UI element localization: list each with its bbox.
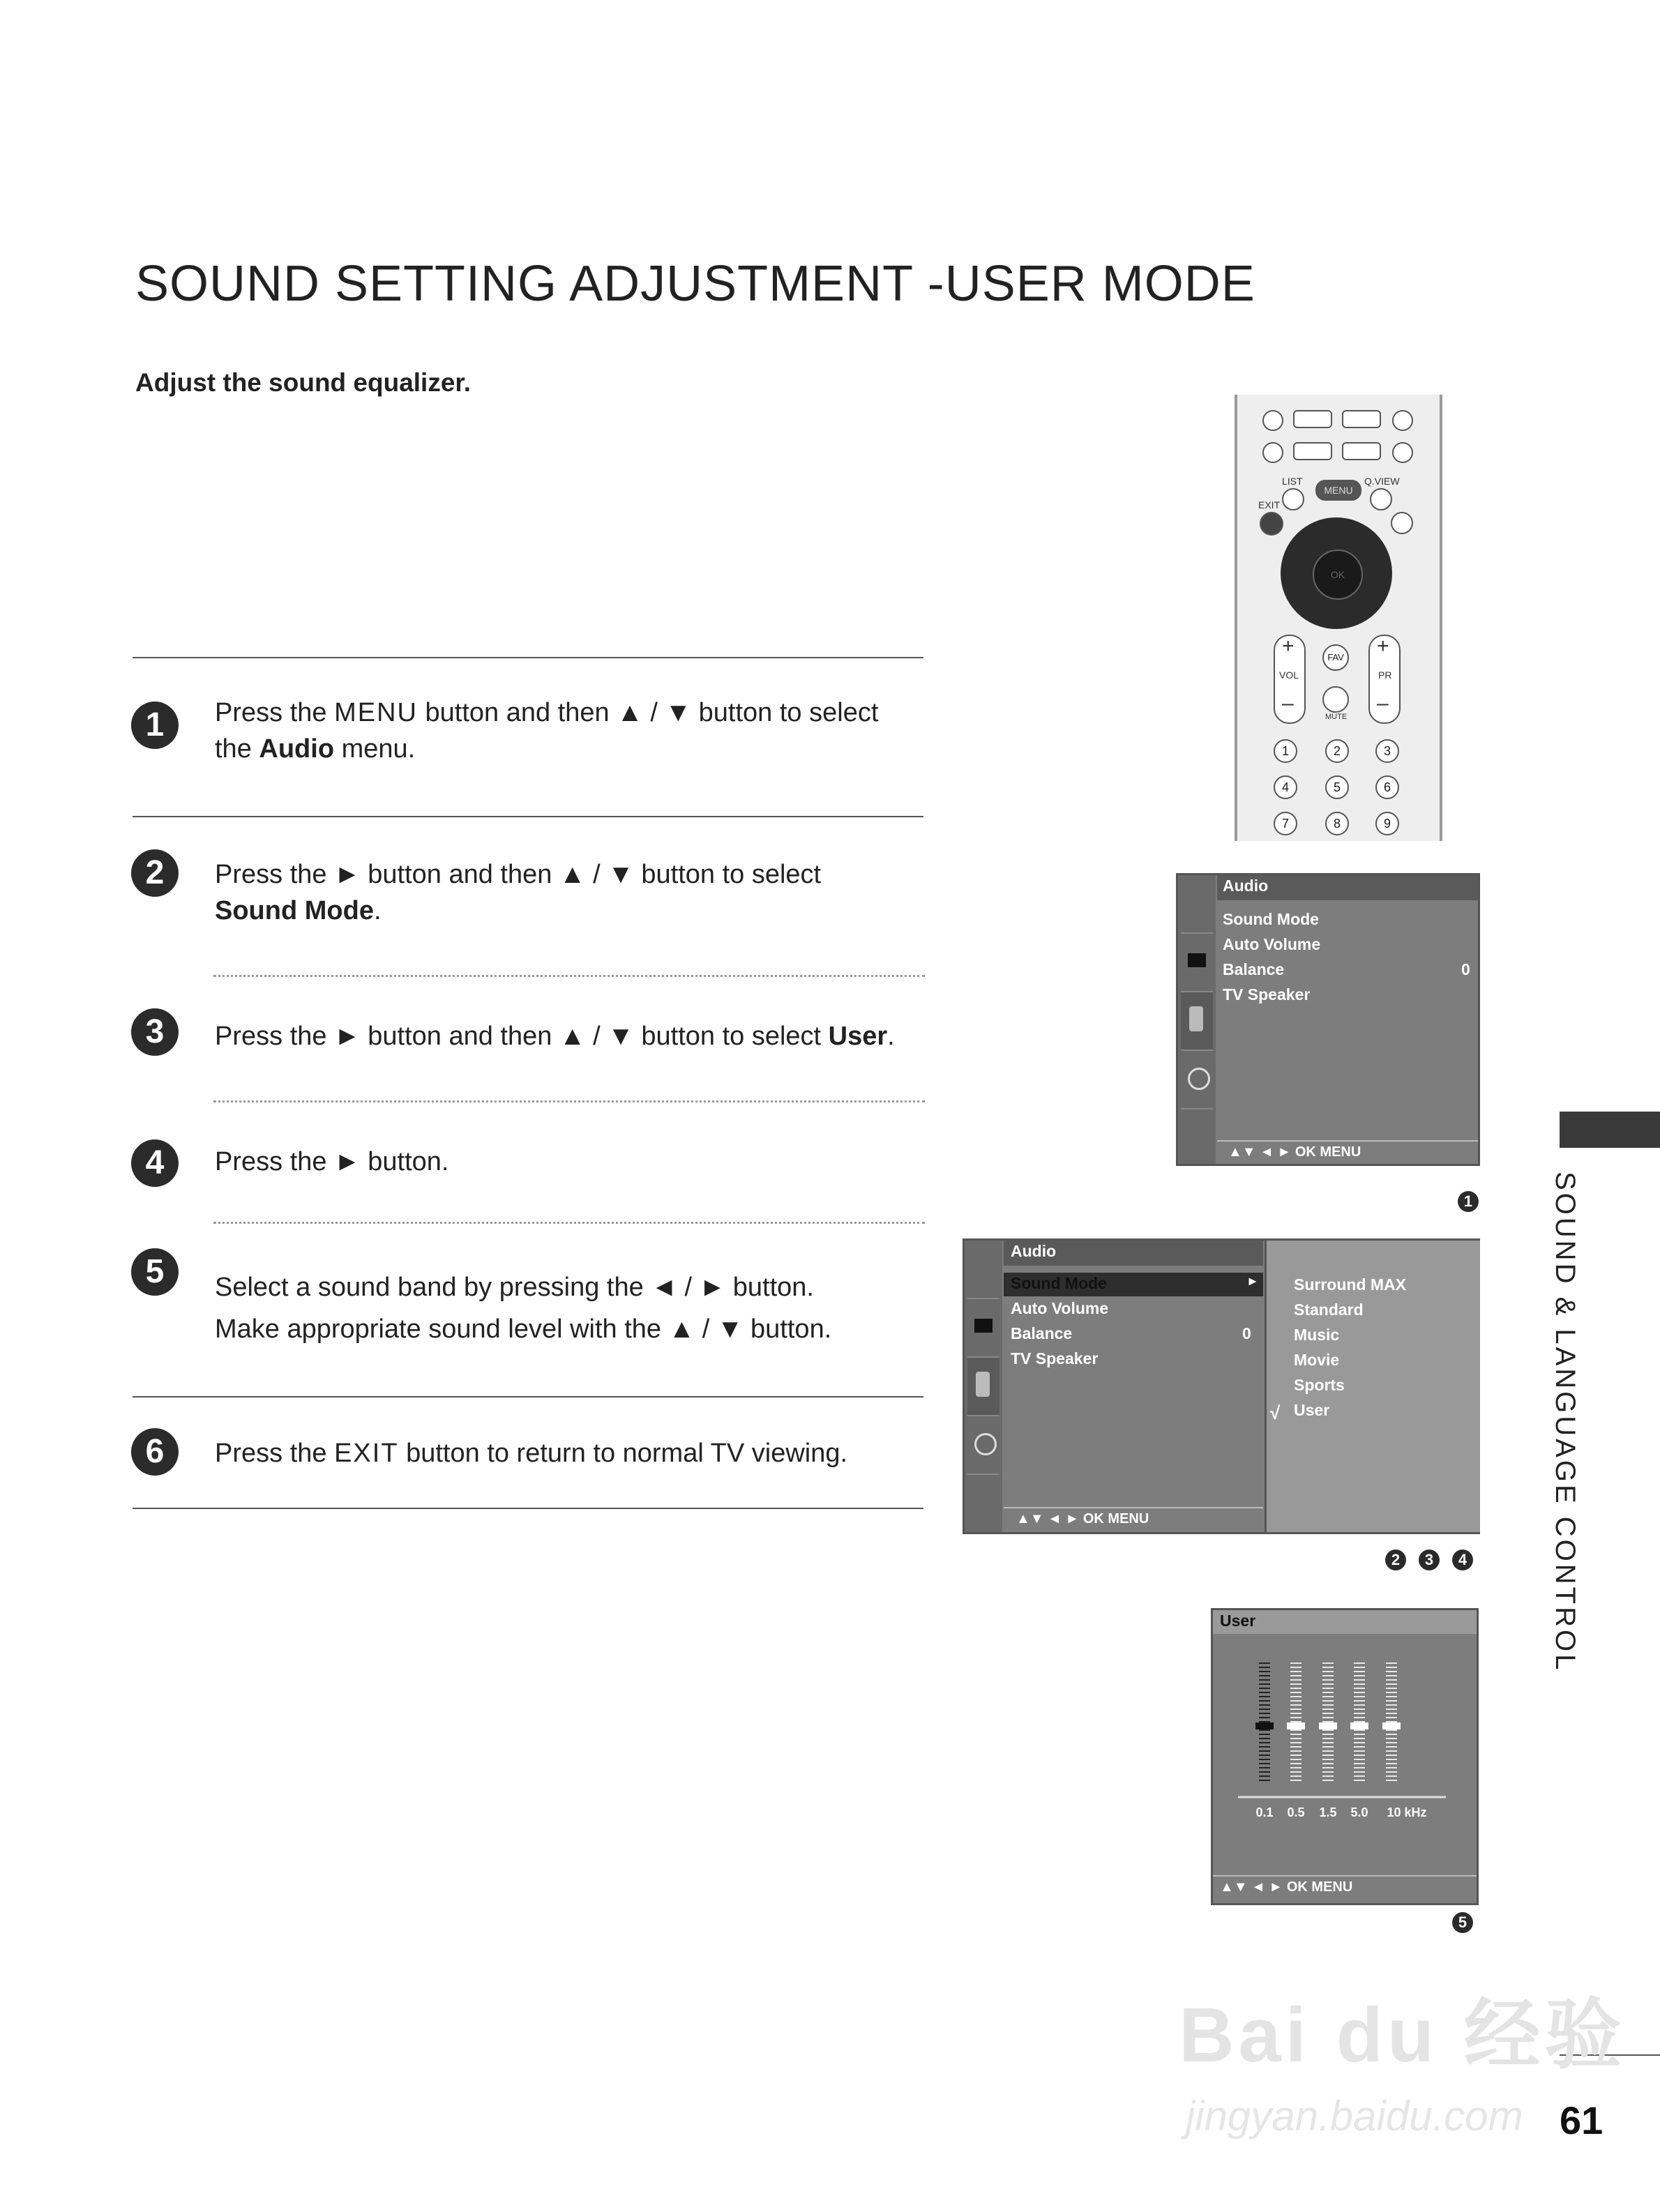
figure-label: 5 — [1452, 1912, 1473, 1933]
osd-footer-hint: ▲▼ ◄ ► OK MENU — [1220, 1879, 1353, 1895]
option-music[interactable]: Music — [1294, 1326, 1340, 1344]
play-button[interactable] — [1293, 410, 1332, 428]
remote-control — [1235, 395, 1442, 841]
digit-3-button[interactable]: 3 — [1375, 739, 1399, 763]
stop-button[interactable] — [1262, 410, 1283, 431]
mute-label: MUTE — [1325, 713, 1348, 721]
setup-icon — [967, 1241, 999, 1299]
digit-7-button[interactable]: 7 — [1274, 812, 1297, 835]
submenu-arrow-icon: ► — [1246, 1274, 1259, 1288]
fav-button[interactable]: FAV — [1322, 644, 1349, 671]
band-label: 1.5 — [1319, 1805, 1337, 1819]
digit-5-button[interactable]: 5 — [1325, 775, 1349, 799]
band-label: 0.1 — [1255, 1805, 1274, 1819]
setup-icon — [1181, 875, 1213, 934]
footer-divider — [1004, 1507, 1263, 1508]
divider — [213, 975, 925, 977]
digit-4-button[interactable]: 4 — [1274, 775, 1297, 799]
exit-label: EXIT — [1258, 499, 1281, 510]
audio-menu-osd — [1176, 873, 1480, 1166]
menu-item-auto-volume[interactable]: Auto Volume — [1223, 935, 1321, 953]
digit-8-button[interactable]: 8 — [1325, 812, 1349, 835]
step-3-text: Press the ► button and then ▲ / ▼ button to select User. — [215, 1022, 895, 1051]
list-button[interactable] — [1282, 488, 1304, 510]
digit-1-button[interactable]: 1 — [1274, 739, 1297, 763]
footer-divider — [1213, 1875, 1477, 1877]
menu-item-tv-speaker[interactable]: TV Speaker — [1223, 985, 1311, 1003]
figure-label: 1 — [1458, 1191, 1479, 1212]
equalizer-sliders[interactable] — [1213, 1634, 1477, 1850]
option-user[interactable]: User — [1294, 1401, 1330, 1419]
option-icon — [1181, 1109, 1213, 1167]
speaker-icon — [967, 1358, 999, 1416]
menu-item-balance[interactable]: Balance — [1223, 960, 1285, 978]
pr-label: PR — [1378, 669, 1392, 681]
pause-button[interactable] — [1342, 410, 1381, 428]
menu-item-sound-mode[interactable]: Sound Mode — [1223, 910, 1319, 928]
step-number: 4 — [131, 1139, 179, 1187]
watermark: Bai du 经验 — [1179, 1992, 1626, 2078]
list-label: LIST — [1282, 476, 1303, 487]
check-icon: √ — [1270, 1402, 1281, 1423]
skip-back-button[interactable] — [1262, 442, 1283, 463]
watermark-url: jingyan.baidu.com — [1186, 2093, 1523, 2139]
page-subtitle: Adjust the sound equalizer. — [135, 368, 471, 397]
balance-value: 0 — [1461, 960, 1470, 978]
exit-button[interactable] — [1260, 512, 1283, 536]
slider-knob[interactable] — [1382, 1722, 1401, 1729]
step-number: 6 — [131, 1428, 179, 1476]
time-icon — [967, 1416, 999, 1475]
option-movie[interactable]: Movie — [1294, 1351, 1340, 1369]
digit-2-button[interactable]: 2 — [1325, 739, 1349, 763]
osd-title: Audio — [1223, 877, 1269, 895]
osd-footer-hint: ▲▼ ◄ ► OK MENU — [1228, 1144, 1361, 1160]
star-button[interactable] — [1391, 512, 1413, 534]
volume-minus-icon: – — [1282, 692, 1294, 715]
record-button[interactable] — [1392, 410, 1413, 431]
page-number: 61 — [1560, 2098, 1604, 2142]
band-label: 5.0 — [1350, 1805, 1368, 1819]
menu-item-balance[interactable]: Balance — [1011, 1324, 1073, 1342]
ok-button[interactable]: OK — [1313, 550, 1363, 600]
menu-item-sound-mode[interactable]: Sound Mode — [1011, 1274, 1107, 1292]
page-title: SOUND SETTING ADJUSTMENT -USER MODE — [135, 256, 1255, 312]
figure-label: 4 — [1452, 1550, 1473, 1570]
osd-footer-hint: ▲▼ ◄ ► OK MENU — [1016, 1511, 1149, 1527]
slider-knob[interactable] — [1319, 1722, 1337, 1729]
slider-knob[interactable] — [1287, 1722, 1305, 1729]
step-1-text: Press the MENU button and then ▲ / ▼ button to select the Audio menu. — [215, 698, 879, 764]
divider — [213, 1100, 925, 1103]
step-6-text: Press the EXIT button to return to normal TV viewing. — [215, 1439, 848, 1468]
digit-6-button[interactable]: 6 — [1375, 775, 1399, 799]
balance-value: 0 — [1242, 1324, 1251, 1342]
step-2-text: Press the ► button and then ▲ / ▼ button to select Sound Mode. — [215, 860, 822, 925]
slider-knob[interactable] — [1255, 1722, 1274, 1729]
picture-icon — [967, 1299, 999, 1358]
picture-icon — [1181, 934, 1213, 992]
section-tab-label: SOUND & LANGUAGE CONTROL — [1550, 1172, 1580, 1673]
program-minus-icon: – — [1377, 692, 1389, 715]
user-equalizer-osd — [1211, 1608, 1479, 1905]
divider — [133, 816, 923, 817]
step-4-text: Press the ► button. — [215, 1147, 449, 1176]
option-sports[interactable]: Sports — [1294, 1376, 1345, 1394]
option-surround-max[interactable]: Surround MAX — [1294, 1275, 1406, 1294]
option-icon — [967, 1475, 999, 1532]
band-label: 10 kHz — [1387, 1805, 1427, 1819]
mute-button[interactable] — [1322, 686, 1349, 713]
sound-mode-osd — [963, 1238, 1480, 1534]
qview-button[interactable] — [1370, 488, 1392, 510]
menu-item-auto-volume[interactable]: Auto Volume — [1011, 1299, 1109, 1317]
menu-button[interactable]: MENU — [1315, 480, 1361, 501]
program-plus-icon: + — [1377, 635, 1389, 658]
fast-forward-button[interactable] — [1342, 442, 1381, 460]
osd-title: User — [1220, 1612, 1256, 1630]
step-number: 3 — [131, 1008, 179, 1056]
osd-title: Audio — [1011, 1242, 1057, 1260]
step-5-text: Select a sound band by pressing the ◄ / ► button. Make appropriate sound level with the ▲ / ▼ button. — [215, 1273, 832, 1344]
option-standard[interactable]: Standard — [1294, 1301, 1364, 1319]
volume-plus-icon: + — [1282, 635, 1295, 658]
qview-label: Q.VIEW — [1364, 476, 1400, 487]
divider — [133, 1508, 923, 1509]
menu-item-tv-speaker[interactable]: TV Speaker — [1011, 1349, 1099, 1368]
step-number: 1 — [131, 702, 179, 749]
figure-label: 2 — [1385, 1550, 1406, 1570]
divider — [133, 1396, 923, 1397]
step-number: 2 — [131, 849, 179, 897]
time-icon — [1181, 1051, 1213, 1109]
figure-label: 3 — [1419, 1550, 1440, 1570]
divider — [213, 1222, 925, 1224]
skip-forward-button[interactable] — [1392, 442, 1413, 463]
section-tab-label-wrapper — [1543, 1172, 1585, 1673]
band-label: 0.5 — [1287, 1805, 1305, 1819]
menu-icon-column — [1178, 875, 1216, 1164]
rewind-button[interactable] — [1293, 442, 1332, 460]
footer-divider — [1217, 1140, 1478, 1142]
digit-9-button[interactable]: 9 — [1375, 812, 1399, 835]
step-number: 5 — [131, 1248, 179, 1296]
section-tab — [1560, 1112, 1660, 1148]
speaker-icon — [1181, 992, 1213, 1051]
vol-label: VOL — [1279, 669, 1299, 681]
menu-icon-column — [965, 1241, 1002, 1532]
divider — [133, 657, 923, 658]
slider-knob[interactable] — [1350, 1722, 1368, 1729]
